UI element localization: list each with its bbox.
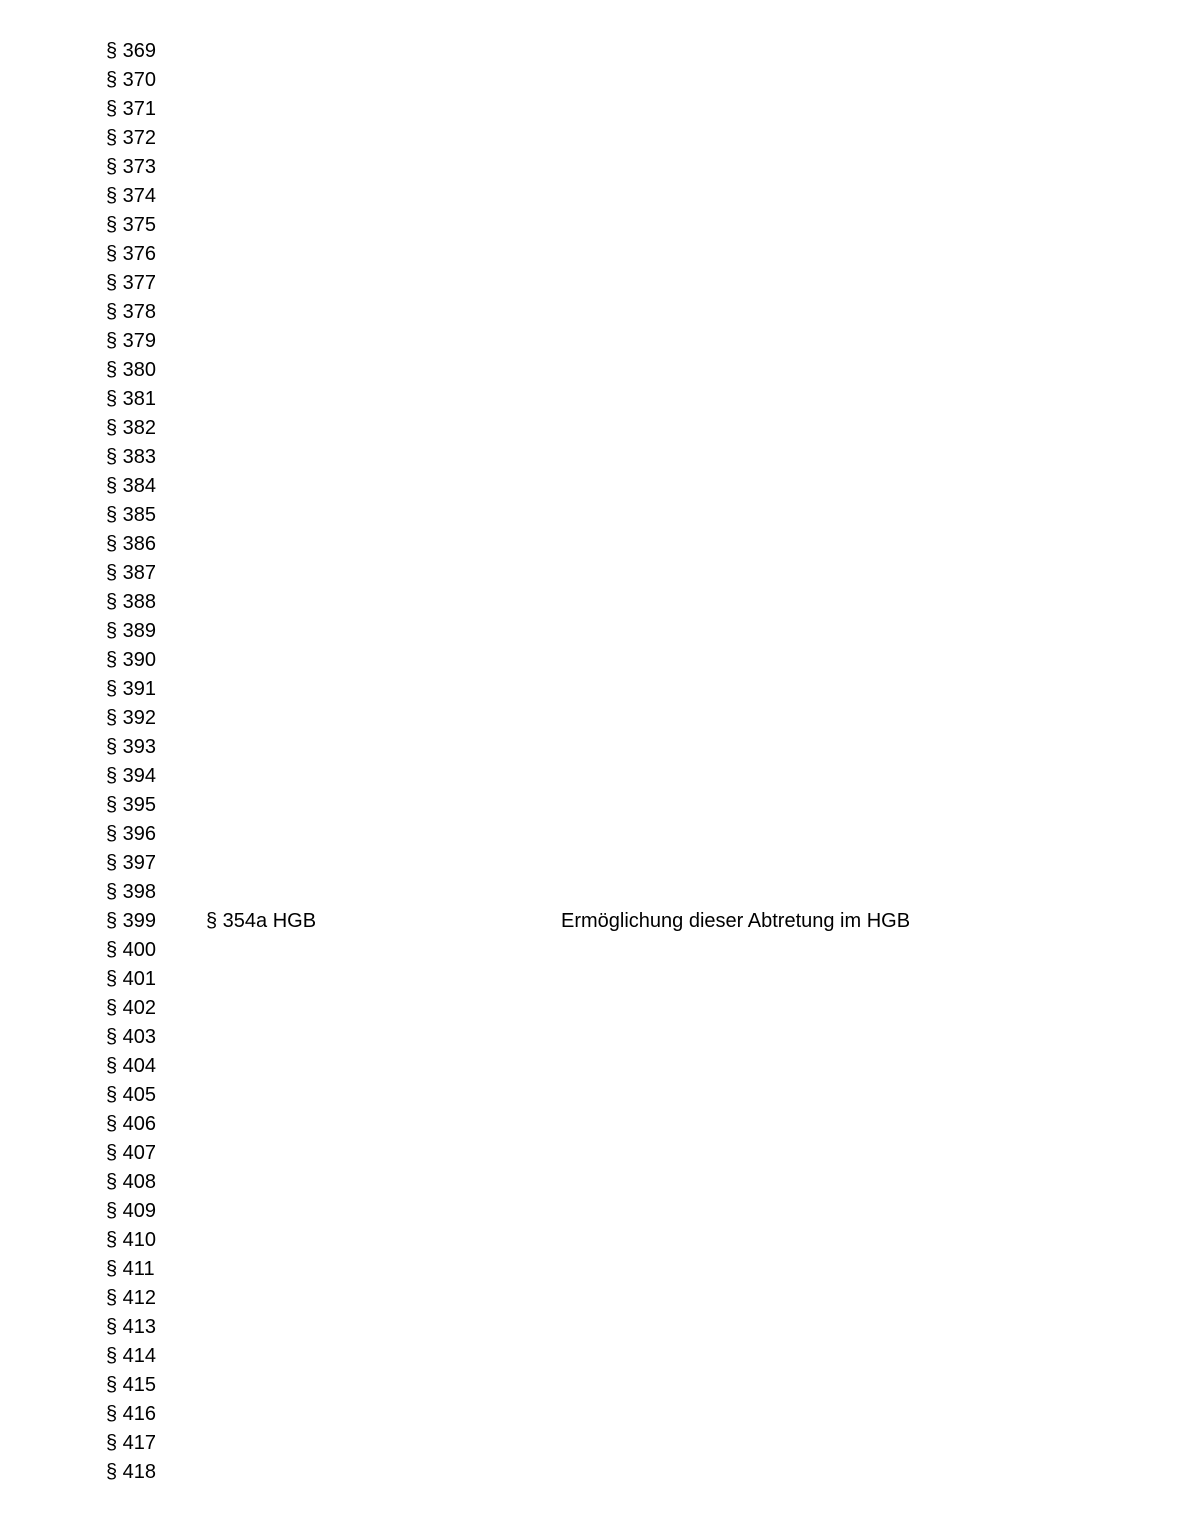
table-row xyxy=(0,762,1190,791)
section-number: § 373 xyxy=(106,156,157,178)
section-number: § 417 xyxy=(106,1432,157,1454)
table-row xyxy=(0,878,1190,907)
section-number: § 394 xyxy=(106,765,157,787)
cross-reference: § 354a HGB xyxy=(206,910,317,932)
table-row xyxy=(0,1052,1190,1081)
section-number: § 382 xyxy=(106,417,157,439)
table-row xyxy=(0,1458,1190,1487)
table-row xyxy=(0,240,1190,269)
section-number: § 400 xyxy=(106,939,157,961)
table-row xyxy=(0,443,1190,472)
section-number: § 370 xyxy=(106,69,157,91)
table-row xyxy=(0,994,1190,1023)
table-row xyxy=(0,936,1190,965)
section-number: § 374 xyxy=(106,185,157,207)
section-number: § 393 xyxy=(106,736,157,758)
section-number: § 385 xyxy=(106,504,157,526)
table-row xyxy=(0,385,1190,414)
section-number: § 392 xyxy=(106,707,157,729)
table-row xyxy=(0,1342,1190,1371)
table-row xyxy=(0,588,1190,617)
section-number: § 401 xyxy=(106,968,157,990)
table-row xyxy=(0,646,1190,675)
table-row xyxy=(0,530,1190,559)
section-number: § 378 xyxy=(106,301,157,323)
annotation-text: Ermöglichung dieser Abtretung im HGB xyxy=(561,910,911,932)
table-row xyxy=(0,791,1190,820)
table-row xyxy=(0,965,1190,994)
table-row xyxy=(0,1255,1190,1284)
table-row xyxy=(0,95,1190,124)
table-row xyxy=(0,1139,1190,1168)
section-number: § 402 xyxy=(106,997,157,1019)
section-number: § 380 xyxy=(106,359,157,381)
section-number: § 397 xyxy=(106,852,157,874)
table-row xyxy=(0,66,1190,95)
section-number: § 377 xyxy=(106,272,157,294)
section-number: § 379 xyxy=(106,330,157,352)
table-row xyxy=(0,1168,1190,1197)
table-row xyxy=(0,327,1190,356)
section-number: § 369 xyxy=(106,40,157,62)
section-number: § 384 xyxy=(106,475,157,497)
section-number: § 404 xyxy=(106,1055,157,1077)
table-row xyxy=(0,414,1190,443)
table-row xyxy=(0,907,1190,936)
table-row xyxy=(0,182,1190,211)
section-number: § 396 xyxy=(106,823,157,845)
section-number: § 398 xyxy=(106,881,157,903)
section-number: § 399 xyxy=(106,910,157,932)
table-row xyxy=(0,472,1190,501)
table-row xyxy=(0,269,1190,298)
table-row xyxy=(0,820,1190,849)
section-number: § 409 xyxy=(106,1200,157,1222)
section-number: § 372 xyxy=(106,127,157,149)
table-row xyxy=(0,617,1190,646)
table-row xyxy=(0,501,1190,530)
section-number: § 415 xyxy=(106,1374,157,1396)
section-number: § 390 xyxy=(106,649,157,671)
table-row xyxy=(0,1429,1190,1458)
table-row xyxy=(0,1400,1190,1429)
table-row xyxy=(0,1081,1190,1110)
table-row xyxy=(0,124,1190,153)
section-number: § 375 xyxy=(106,214,157,236)
section-number: § 381 xyxy=(106,388,157,410)
table-row xyxy=(0,37,1190,66)
section-number: § 386 xyxy=(106,533,157,555)
section-number: § 413 xyxy=(106,1316,157,1338)
table-row xyxy=(0,1371,1190,1400)
table-row xyxy=(0,211,1190,240)
table-row xyxy=(0,849,1190,878)
section-number: § 411 xyxy=(106,1258,155,1280)
section-number: § 403 xyxy=(106,1026,157,1048)
section-number: § 405 xyxy=(106,1084,157,1106)
section-number: § 407 xyxy=(106,1142,157,1164)
table-row xyxy=(0,733,1190,762)
section-number: § 383 xyxy=(106,446,157,468)
table-row xyxy=(0,1313,1190,1342)
table-row xyxy=(0,1110,1190,1139)
table-row xyxy=(0,153,1190,182)
table-row xyxy=(0,1197,1190,1226)
section-number: § 412 xyxy=(106,1287,157,1309)
section-number: § 416 xyxy=(106,1403,157,1425)
section-number: § 388 xyxy=(106,591,157,613)
section-number: § 371 xyxy=(106,98,157,120)
section-number: § 376 xyxy=(106,243,157,265)
table-row xyxy=(0,559,1190,588)
section-number: § 391 xyxy=(106,678,157,700)
section-number: § 410 xyxy=(106,1229,157,1251)
table-row xyxy=(0,704,1190,733)
section-number: § 414 xyxy=(106,1345,157,1367)
table-row xyxy=(0,1284,1190,1313)
section-number: § 389 xyxy=(106,620,157,642)
table-row xyxy=(0,1023,1190,1052)
section-number: § 408 xyxy=(106,1171,157,1193)
table-row xyxy=(0,298,1190,327)
section-number: § 418 xyxy=(106,1461,157,1483)
section-number: § 387 xyxy=(106,562,157,584)
table-row xyxy=(0,675,1190,704)
section-number: § 395 xyxy=(106,794,157,816)
table-row xyxy=(0,1226,1190,1255)
section-number: § 406 xyxy=(106,1113,157,1135)
table-row xyxy=(0,356,1190,385)
section-list xyxy=(0,37,1190,1487)
